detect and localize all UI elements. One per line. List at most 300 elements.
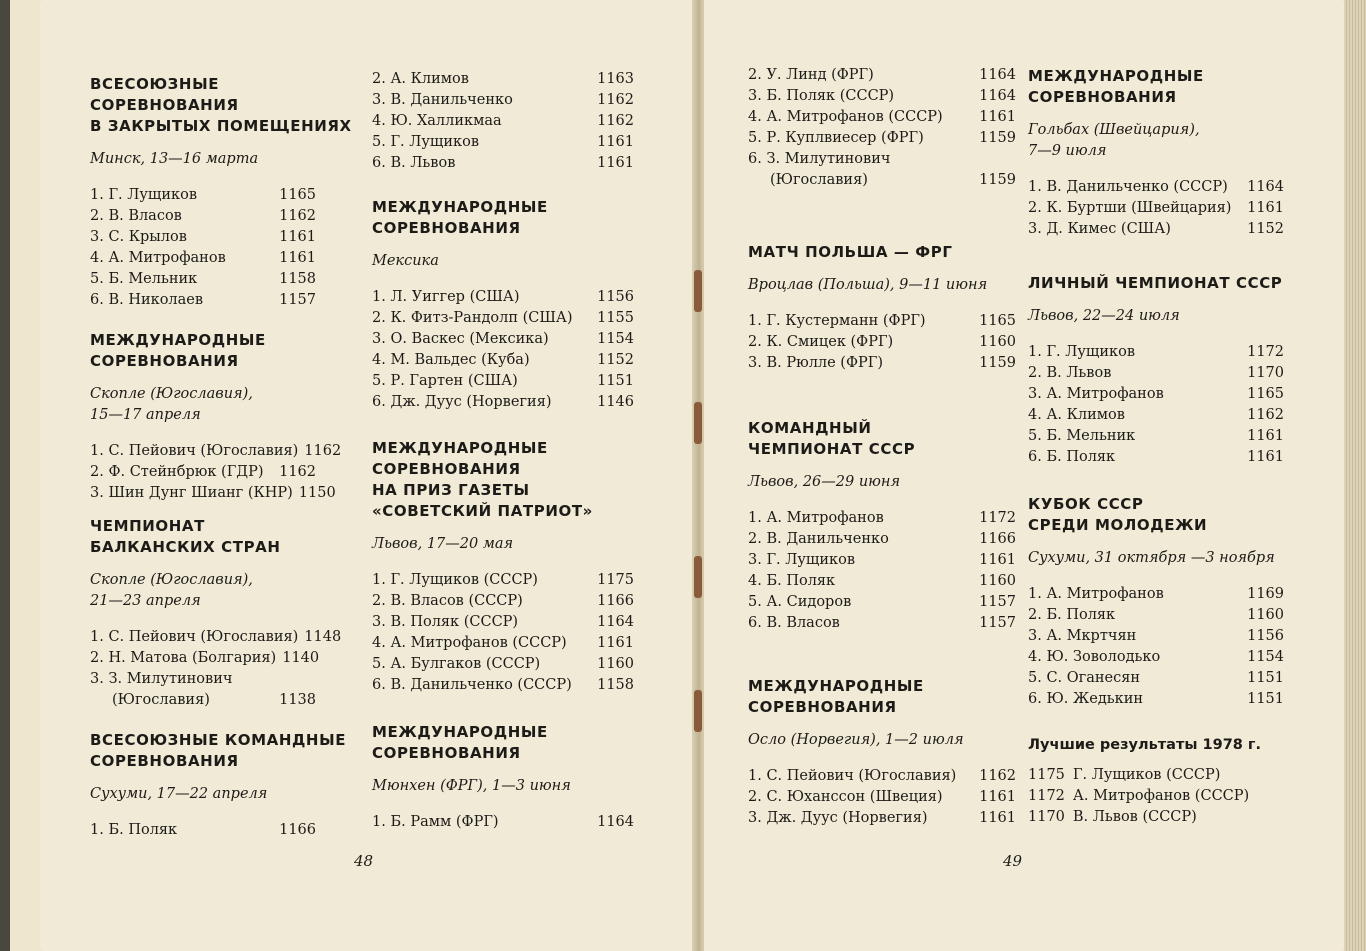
result-row [372,287,634,308]
event-place-line: Сухуми, 31 октября —3 ноября [1028,550,1275,566]
athlete-name: 4. Ю. Халликмаа [372,113,502,129]
result-row [90,185,316,206]
result-row [748,107,1016,128]
event-heading [748,418,1016,460]
result-row [748,508,1016,529]
score: 1159 [979,172,1016,188]
score: 1140 [282,650,320,666]
event-heading-line: СОРЕВНОВАНИЯ [90,96,239,114]
score: 1158 [597,677,634,693]
score: 1169 [1247,586,1284,602]
athlete-name: 3. Дж. Дуус (Норвегия) [748,810,928,826]
result-row [372,111,634,132]
athlete-name: 5. А. Булгаков (СССР) [372,656,541,672]
event-heading-line: МЕЖДУНАРОДНЫЕ [372,723,548,741]
result-row [90,648,320,669]
score: 1166 [279,822,316,838]
best-results [1028,735,1284,828]
athlete-name: 1. Л. Уиггер (США) [372,289,520,305]
event-place-date [90,384,316,426]
result-row [90,269,316,290]
best-results-rows [1028,765,1284,828]
event-heading-line: МЕЖДУНАРОДНЫЕ [90,331,266,349]
event-heading-line: СОРЕВНОВАНИЯ [372,460,521,478]
score: 1155 [597,310,634,326]
results-list [1028,177,1284,240]
score: 1164 [979,88,1016,104]
event-place-date [748,275,1016,296]
athlete-name: 6. Б. Поляк [1028,449,1116,465]
result-row [748,86,1016,107]
event-block [372,722,634,833]
score: 1170 [1028,809,1065,825]
score: 1161 [979,109,1016,125]
score: 1161 [597,134,634,150]
athlete-name: 4. Б. Поляк [748,573,836,589]
result-row [90,669,316,690]
event-block [372,438,634,696]
event-heading [90,74,352,137]
athlete-name: (Югославия) [770,172,868,188]
athlete-name: 2. В. Данильченко [748,531,889,547]
event-place-line: Скопле (Югославия), [90,386,253,402]
score: 1154 [1247,649,1284,665]
athlete-name: 5. Г. Лущиков [372,134,479,150]
athlete-name: 2. Б. Поляк [1028,607,1116,623]
athlete-name: 6. Ю. Жедькин [1028,691,1144,707]
binding-stitch [694,556,702,598]
event-heading [372,197,634,239]
result-row [748,766,1016,787]
result-row [1028,584,1284,605]
score: 1166 [979,531,1016,547]
result-row [1028,689,1284,710]
score: 1138 [279,692,316,708]
athlete-name: 2. С. Юханссон (Швеция) [748,789,943,805]
event-place-date [1028,306,1284,327]
athlete-name: 4. Ю. Зоволодько [1028,649,1161,665]
score: 1158 [279,271,316,287]
score: 1161 [979,810,1016,826]
score: 1165 [1247,386,1284,402]
athlete-name: 3. В. Данильченко [372,92,513,108]
result-row [1028,363,1284,384]
score: 1161 [279,250,316,266]
score: 1151 [1247,670,1284,686]
event-place-line: 15—17 апреля [90,407,201,423]
result-row [1028,405,1284,426]
score: 1172 [979,510,1016,526]
event-place-line: Скопле (Югославия), [90,572,253,588]
result-row [1028,647,1284,668]
score: 1164 [1247,179,1284,195]
result-row [372,392,634,413]
score: 1162 [597,92,634,108]
event-place-line: Львов, 22—24 июля [1028,308,1180,324]
result-row [748,65,1016,86]
score: 1161 [1247,428,1284,444]
athlete-name: 1. Б. Поляк [90,822,178,838]
result-row [748,149,1016,170]
athlete-name: 4. М. Вальдес (Куба) [372,352,530,368]
athlete-name: 5. Б. Мельник [1028,428,1136,444]
score: 1161 [979,789,1016,805]
results-list [372,69,634,174]
binding-stitch [694,270,702,312]
score: 1160 [979,573,1016,589]
book-spread [10,0,1356,951]
results-list [748,311,1016,374]
result-row [748,787,1016,808]
athlete-name: 2. К. Буртши (Швейцария) [1028,200,1232,216]
athlete-name: 2. В. Власов (СССР) [372,593,523,609]
athlete-name: 3. В. Поляк (СССР) [372,614,519,630]
result-row [372,812,634,833]
result-row [748,808,1016,829]
athlete-name: 2. Ф. Стейнбрюк (ГДР) [90,464,264,480]
result-row [372,132,634,153]
result-row [1028,426,1284,447]
event-heading-line: СОРЕВНОВАНИЯ [748,698,897,716]
athlete-name: 2. В. Львов [1028,365,1112,381]
athlete-name: 3. А. Мкртчян [1028,628,1137,644]
athlete-name: 5. А. Сидоров [748,594,852,610]
result-row [1028,668,1284,689]
event-heading-line: КУБОК СССР [1028,495,1144,513]
athlete-name: 5. Б. Мельник [90,271,198,287]
result-row [90,206,316,227]
athlete-name: 1. С. Пейович (Югославия) [90,629,299,645]
event-place-date [372,251,634,272]
athlete-name: 1. Г. Кустерманн (ФРГ) [748,313,926,329]
athlete-name: 1. В. Данильченко (СССР) [1028,179,1228,195]
athlete-name: 3. Д. Кимес (США) [1028,221,1171,237]
event-heading [1028,273,1284,294]
score: 1166 [597,593,634,609]
event-block [90,330,342,504]
score: 1162 [979,768,1016,784]
result-row [372,654,634,675]
result-row [1028,605,1284,626]
result-row [90,248,316,269]
athlete-name: 2. В. Власов [90,208,182,224]
event-place-date [90,570,316,612]
athlete-name: 5. С. Оганесян [1028,670,1141,686]
event-place-line: Львов, 17—20 мая [372,536,514,552]
score: 1151 [597,373,634,389]
result-row [748,529,1016,550]
score: 1161 [1247,200,1284,216]
athlete-name: 4. А. Митрофанов [90,250,226,266]
athlete-name: 1. Г. Лущиков [90,187,197,203]
best-result-row [1028,786,1284,807]
score: 1152 [597,352,634,368]
event-place-date [90,784,316,805]
event-heading [1028,66,1284,108]
athlete-name: 1. С. Пейович (Югославия) [748,768,957,784]
score: 1164 [979,67,1016,83]
results-list [90,627,342,711]
score: 1175 [597,572,634,588]
results-list [748,766,1016,829]
event-block [90,516,342,711]
score: 1165 [979,313,1016,329]
score: 1151 [1247,691,1284,707]
event-place-date [748,472,1016,493]
event-block [748,418,1016,634]
score: 1157 [979,594,1016,610]
event-heading-line: СОРЕВНОВАНИЯ [90,752,239,770]
event-heading-line: СОРЕВНОВАНИЯ [372,219,521,237]
score: 1160 [1247,607,1284,623]
event-place-line: 21—23 апреля [90,593,201,609]
score: 1164 [597,814,634,830]
results-list [748,65,1016,191]
result-row [748,170,1016,191]
result-row [372,153,634,174]
best-result-row [1028,765,1284,786]
results-list [90,185,316,311]
result-row [748,613,1016,634]
score: 1172 [1247,344,1284,360]
athlete-name: 5. Р. Куплвиесер (ФРГ) [748,130,924,146]
result-row [748,550,1016,571]
result-row [372,371,634,392]
score: 1157 [979,615,1016,631]
page-edges [1344,0,1366,951]
results-list [372,570,634,696]
binding-stitch [694,402,702,444]
event-place-date [372,534,634,555]
athlete-name: 6. З. Милутинович [748,151,891,167]
event-heading-line: В ЗАКРЫТЫХ ПОМЕЩЕНИЯХ [90,117,352,135]
result-row [1028,198,1284,219]
results-list [372,812,634,833]
event-block [748,676,1016,829]
event-block [748,242,1016,374]
score: 1157 [279,292,316,308]
event-heading [748,242,1016,263]
result-row [90,441,342,462]
score: 1160 [597,656,634,672]
result-row [372,633,634,654]
result-row [90,462,316,483]
result-row [90,627,342,648]
result-row [748,311,1016,332]
event-block [90,74,352,311]
event-place-date [1028,120,1284,162]
event-heading-line: МЕЖДУНАРОДНЫЕ [1028,67,1204,85]
result-row [748,353,1016,374]
score: 1170 [1247,365,1284,381]
athlete-name: 1. С. Пейович (Югославия) [90,443,299,459]
score: 1172 [1028,788,1065,804]
event-heading [90,516,316,558]
event-heading-line: МЕЖДУНАРОДНЫЕ [748,677,924,695]
athlete-name: 2. У. Линд (ФРГ) [748,67,874,83]
score: 1159 [979,130,1016,146]
event-place-line: 7—9 июля [1028,143,1107,159]
score: 1159 [979,355,1016,371]
result-row [372,308,634,329]
event-block [1028,273,1284,468]
event-heading-line: МЕЖДУНАРОДНЫЕ [372,198,548,216]
event-heading-line: ВСЕСОЮЗНЫЕ [90,75,220,93]
event-heading [90,730,347,772]
result-row [90,227,316,248]
result-row [372,90,634,111]
athlete-name: А. Митрофанов (СССР) [1072,788,1250,804]
athlete-name: 1. Г. Лущиков [1028,344,1135,360]
event-place-line: Львов, 26—29 июня [748,474,901,490]
event-heading-line: НА ПРИЗ ГАЗЕТЫ [372,481,530,499]
event-block [1028,494,1284,710]
result-row [372,591,634,612]
score: 1161 [279,229,316,245]
score: 1162 [279,464,316,480]
result-row [90,290,316,311]
result-row [372,69,634,90]
athlete-name: 3. З. Милутинович [90,671,233,687]
athlete-name: 3. С. Крылов [90,229,187,245]
athlete-name: 3. В. Рюлле (ФРГ) [748,355,884,371]
event-heading-line: КОМАНДНЫЙ [748,419,872,437]
score: 1162 [304,443,342,459]
result-row [1028,626,1284,647]
result-row [372,675,634,696]
result-row [90,690,316,711]
result-row [748,592,1016,613]
result-row [90,820,316,841]
score: 1175 [1028,767,1065,783]
athlete-name: 6. Дж. Дуус (Норвегия) [372,394,552,410]
event-place-date [90,149,316,170]
result-row [372,570,634,591]
event-heading-line: СОРЕВНОВАНИЯ [90,352,239,370]
event-block [748,65,1016,191]
athlete-name: 1. Г. Лущиков (СССР) [372,572,538,588]
score: 1165 [279,187,316,203]
event-heading-line: МАТЧ ПОЛЬША — ФРГ [748,243,953,261]
event-place-line: Вроцлав (Польша), 9—11 июня [748,277,988,293]
event-place-line: Минск, 13—16 марта [90,151,259,167]
result-row [1028,447,1284,468]
score: 1150 [298,485,336,501]
result-row [748,128,1016,149]
event-block [1028,66,1284,240]
event-block [372,197,634,413]
athlete-name: 2. Н. Матова (Болгария) [90,650,277,666]
athlete-name: 2. А. Климов [372,71,469,87]
results-list [1028,584,1284,710]
event-place-line: Гольбах (Швейцария), [1028,122,1200,138]
event-place-date [372,776,634,797]
athlete-name: 4. А. Климов [1028,407,1125,423]
result-row [1028,384,1284,405]
result-row [1028,219,1284,240]
event-heading [1028,494,1284,536]
score: 1156 [597,289,634,305]
athlete-name: 1. А. Митрофанов [748,510,884,526]
event-place-line: Сухуми, 17—22 апреля [90,786,268,802]
results-list [1028,342,1284,468]
athlete-name: 6. В. Данильченко (СССР) [372,677,572,693]
event-block [372,69,634,174]
event-heading [90,330,316,372]
athlete-name: 3. Б. Поляк (СССР) [748,88,895,104]
score: 1162 [279,208,316,224]
athlete-name: 5. Р. Гартен (США) [372,373,518,389]
score: 1162 [1247,407,1284,423]
result-row [748,571,1016,592]
athlete-name: 6. В. Николаев [90,292,204,308]
best-results-title: Лучшие результаты 1978 г. [1028,737,1262,753]
event-heading-line: ВСЕСОЮЗНЫЕ КОМАНДНЫЕ [90,731,347,749]
athlete-name: 6. В. Власов [748,615,840,631]
score: 1148 [304,629,342,645]
score: 1154 [597,331,634,347]
athlete-name: 1. А. Митрофанов [1028,586,1164,602]
athlete-name: 2. К. Смицек (ФРГ) [748,334,894,350]
results-list [372,287,634,413]
event-heading-line: «СОВЕТСКИЙ ПАТРИОТ» [372,502,593,520]
score: 1152 [1247,221,1284,237]
event-place-line: Осло (Норвегия), 1—2 июля [748,732,964,748]
event-heading [372,438,634,522]
event-heading [748,676,1016,718]
event-heading [372,722,634,764]
score: 1156 [1247,628,1284,644]
athlete-name: (Югославия) [112,692,210,708]
results-list [748,508,1016,634]
page-number: 48 [354,852,374,870]
score: 1161 [597,155,634,171]
event-heading-line: МЕЖДУНАРОДНЫЕ [372,439,548,457]
score: 1160 [979,334,1016,350]
event-place-date [748,730,1016,751]
event-block [90,730,347,841]
athlete-name: 3. Г. Лущиков [748,552,855,568]
score: 1161 [979,552,1016,568]
result-row [748,332,1016,353]
result-row [372,350,634,371]
results-list [90,441,342,504]
athlete-name: 4. А. Митрофанов (СССР) [748,109,943,125]
score: 1161 [597,635,634,651]
event-place-line: Мексика [372,253,439,269]
score: 1164 [597,614,634,630]
event-place-date [1028,548,1284,569]
event-heading-line: БАЛКАНСКИХ СТРАН [90,538,281,556]
event-heading-line: ЧЕМПИОНАТ [90,517,205,535]
score: 1146 [597,394,634,410]
best-result-row [1028,807,1284,828]
athlete-name: Г. Лущиков (СССР) [1072,767,1221,783]
athlete-name: 4. А. Митрофанов (СССР) [372,635,567,651]
athlete-name: 3. О. Васкес (Мексика) [372,331,549,347]
event-heading-line: СОРЕВНОВАНИЯ [372,744,521,762]
athlete-name: 3. А. Митрофанов [1028,386,1164,402]
binding-stitch [694,690,702,732]
athlete-name: 6. В. Львов [372,155,456,171]
athlete-name: 1. Б. Рамм (ФРГ) [372,814,499,830]
results-list [90,820,316,841]
event-heading-line: ЧЕМПИОНАТ СССР [748,440,916,458]
event-heading-line: СРЕДИ МОЛОДЕЖИ [1028,516,1208,534]
page-number: 49 [1003,852,1023,870]
result-row [1028,177,1284,198]
athlete-name: 2. К. Фитз-Рандолп (США) [372,310,573,326]
